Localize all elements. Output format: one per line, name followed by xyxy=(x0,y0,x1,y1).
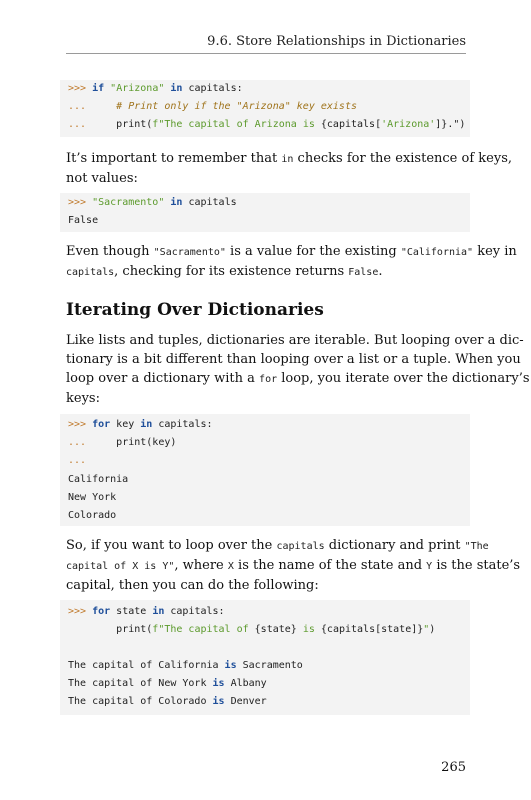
code-line xyxy=(68,82,243,96)
code-output: Colorado xyxy=(68,510,117,521)
code-text: print( xyxy=(116,624,153,635)
string-literal: "Sacramento" xyxy=(92,197,165,208)
code-line xyxy=(68,436,176,450)
inline-code: Y xyxy=(426,561,433,572)
code-block-sacramento xyxy=(60,193,470,232)
operator: in xyxy=(170,83,183,94)
code-block-arizona xyxy=(60,80,470,137)
code-output: The capital of Colorado is Denver xyxy=(68,696,267,707)
code-text: {capitals[ xyxy=(314,119,382,130)
inline-code: "California" xyxy=(400,247,474,258)
paragraph-iterating: Like lists and tuples, dictionaries are iterable. But looping over a dic- tionary is a bit different than looping over a list or a tuple. When you loop over a dictionary with a for loop, you iterate over the dictionary’s keys: xyxy=(66,333,530,406)
code-line xyxy=(68,100,357,114)
page-number: 265 xyxy=(441,760,466,775)
inline-code: for xyxy=(259,374,278,385)
continuation-prompt: ... xyxy=(68,455,87,466)
code-line: ... print(f"The capital of Arizona is {capitals['Arizona']}.") xyxy=(68,119,466,130)
keyword: is xyxy=(212,696,225,707)
section-heading: Iterating Over Dictionaries xyxy=(66,300,324,320)
code-text: {capitals[state]} xyxy=(320,624,424,635)
code-text: {state} xyxy=(254,624,297,635)
inline-code: capitals xyxy=(66,267,115,278)
code-output: The capital of New York is Albany xyxy=(68,678,267,689)
continuation-prompt: ... xyxy=(68,101,87,112)
code-text: capitals xyxy=(182,197,237,208)
code-text: capitals: xyxy=(152,419,213,430)
keyword: is xyxy=(212,678,225,689)
continuation-prompt: ... xyxy=(68,437,87,448)
code-text: print(key) xyxy=(116,437,177,448)
code-text: capitals: xyxy=(164,606,225,617)
paragraph-sacramento-value: Even though "Sacramento" is a value for the existing "California" key in capitals, checking for its existence returns False. xyxy=(66,244,517,279)
prompt: >>> xyxy=(68,83,93,94)
string-literal: is xyxy=(302,119,315,130)
inline-code: "The xyxy=(464,541,489,552)
inline-code: False xyxy=(348,267,379,278)
code-block-for-state xyxy=(60,600,470,715)
inline-code: capitals xyxy=(276,541,325,552)
header-rule xyxy=(66,53,466,54)
keyword: for xyxy=(92,606,111,617)
string-literal: f"The capital of Arizona xyxy=(152,119,303,130)
code-line xyxy=(68,196,237,210)
code-line: >>> for state in capitals: xyxy=(68,606,225,617)
keyword: is xyxy=(224,660,237,671)
inline-code: X xyxy=(227,561,234,572)
code-line: print(f"The capital of {state} is {capitals[state]}") xyxy=(116,624,436,635)
prompt: >>> xyxy=(68,606,93,617)
code-output: False xyxy=(68,215,99,226)
inline-code: in xyxy=(281,154,294,165)
string-literal: " xyxy=(423,624,430,635)
inline-code: capital of X is Y" xyxy=(66,561,175,572)
code-line: >>> for key in capitals: xyxy=(68,419,213,430)
operator: in xyxy=(140,419,153,430)
code-output: California xyxy=(68,474,129,485)
operator: in xyxy=(170,197,183,208)
string-literal: "Arizona" xyxy=(110,83,165,94)
running-header: 9.6. Store Relationships in Dictionaries xyxy=(207,34,466,49)
code-text: capitals: xyxy=(182,83,243,94)
continuation-prompt: ... xyxy=(68,119,87,130)
keyword: for xyxy=(92,419,111,430)
code-output: The capital of California is Sacramento xyxy=(68,660,303,671)
paragraph-print-capitals: So, if you want to loop over the capitals dictionary and print "The capital of X is Y", where X is the name of the state and Y is the state’s capital, then you can do the following: xyxy=(66,538,521,593)
prompt: >>> xyxy=(68,419,93,430)
paragraph-in-checks-keys: It’s important to remember that in checks for the existence of keys, not values: xyxy=(66,151,512,186)
keyword: if xyxy=(92,83,105,94)
code-comment: # Print only if the "Arizona" key exists xyxy=(116,101,357,112)
string-literal: is xyxy=(296,624,321,635)
inline-code: "Sacramento" xyxy=(153,247,226,258)
code-text: ]}." xyxy=(435,119,460,130)
code-block-for-key xyxy=(60,414,470,526)
prompt: >>> xyxy=(68,197,93,208)
operator: in xyxy=(152,606,165,617)
code-text: print( xyxy=(116,119,153,130)
string-literal: f"The capital of xyxy=(152,624,255,635)
string-literal: 'Arizona' xyxy=(381,119,436,130)
code-output: New York xyxy=(68,492,117,503)
